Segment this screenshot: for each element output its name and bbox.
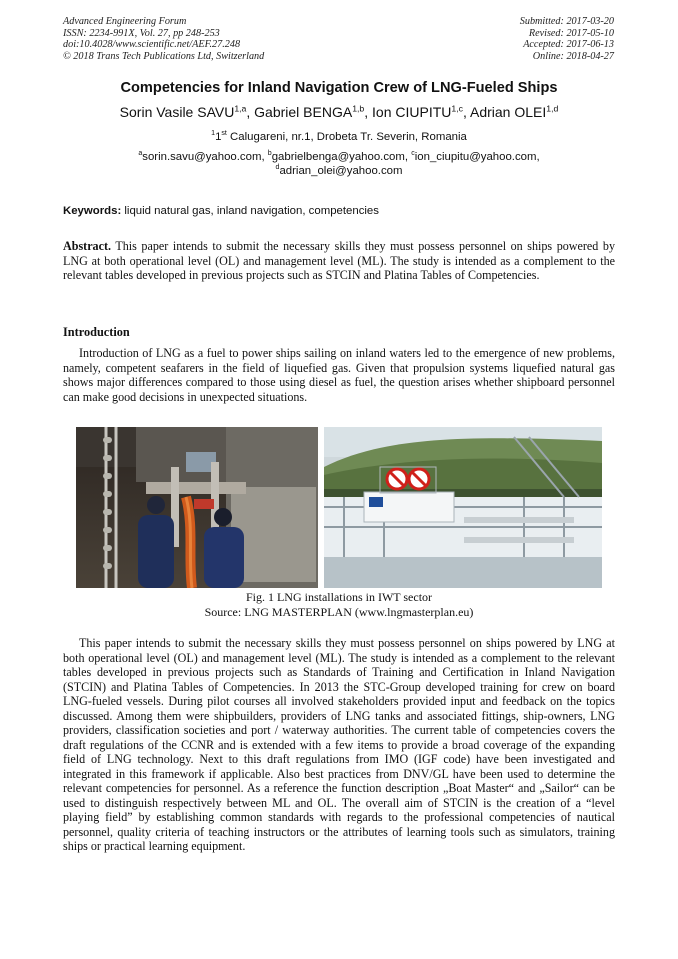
abstract-text: This paper intends to submit the necessary skills they must possess personnel on ships powered by LNG at both operational level (OL) and management level (ML). The study is intended as a complement to the relevant tables developed in previous projects such as STCIN and Platina Tables of Competencies. xyxy=(63,239,615,282)
workers-photo-illustration xyxy=(76,427,318,588)
accepted-date: Accepted: 2017-06-13 xyxy=(523,39,614,51)
author-sup: 1,a xyxy=(234,103,247,114)
revised-date: Revised: 2017-05-10 xyxy=(528,27,614,39)
figure-photo-workers xyxy=(76,427,318,588)
abstract xyxy=(63,239,615,283)
author-sup: 1,d xyxy=(546,103,559,114)
online-date: Online: 2018-04-27 xyxy=(532,50,614,62)
email-link[interactable]: sorin.savu@yahoo.com xyxy=(142,151,262,163)
ship-photo-illustration xyxy=(324,427,602,588)
submitted-date: Submitted: 2017-03-20 xyxy=(519,16,614,27)
doi-line: doi:10.4028/www.scientific.net/AEF.27.248 xyxy=(63,39,241,51)
abstract-label: Abstract. xyxy=(63,239,112,253)
author-name: Ion CIUPITU xyxy=(372,104,452,120)
dates-info xyxy=(520,16,614,62)
email-sup: d xyxy=(275,163,280,171)
email-sup: c xyxy=(411,150,415,158)
figure-caption-line-2: Source: LNG MASTERPLAN (www.lngmasterplan.eu) xyxy=(204,604,474,619)
keywords-text: liquid natural gas, inland navigation, competencies xyxy=(121,205,379,217)
affiliation-prefix: 1 xyxy=(215,131,222,143)
email-link[interactable]: gabrielbenga@yahoo.com xyxy=(271,151,405,163)
copyright-line: © 2018 Trans Tech Publications Ltd, Switzerland xyxy=(63,50,265,62)
affiliation xyxy=(40,131,638,143)
figure-caption-line-1: Fig. 1 LNG installations in IWT sector xyxy=(245,590,433,604)
journal-info xyxy=(63,16,264,62)
author-sup: 1,b xyxy=(352,103,365,114)
email-sup: a xyxy=(138,150,143,158)
issn-line: ISSN: 2234-991X, Vol. 27, pp 248-253 xyxy=(63,27,220,39)
intro-paragraph-2: This paper intends to submit the necessary skills they must possess personnel on ships powered by LNG at both operational level (OL) and management level (ML). The study is intended as a complement to the relevant tables developed in previous projects such as Standards of Training and Certification in Inland Navigation (STCIN) and Platina Tables of Competencies. In 2013 the STC-Group developed training for crew on board LNG-fueled vessels. During pilot courses all involved stakeholders provided input and feedback on the topics discussed. Among them were shipbuilders, providers of LNG tanks and associated fittings, ship-owners, LNG providers, classification societies and port / waterway authorities. The current table of competencies covers the draft regulations of the CCNR and is extended with a few items to provide a broad coverage of the expanding field of LNG technology. Next to this draft regulations from IMO (IGF code) have been investigated and integrated in this framework if applicable. Also best practices from DNV/GL have been used to determine the relevant competencies for personnel. As a reference the function description „Boat Master“ and „Sailor“ can be used to distinguish respectively between ML and OL. The overall aim of STCIN is the creation of a “level playing field” by establishing common standards with regards to the professional competencies of nautical personnel, quality criteria of teaching instructors or the attributes of learning tools such as simulators, training ships or practical learning equipment. xyxy=(63,636,615,853)
author-sup: 1,c xyxy=(451,103,463,114)
author-name: Adrian OLEI xyxy=(470,104,547,120)
affiliation-sup: 1 xyxy=(211,130,216,138)
author-name: Gabriel BENGA xyxy=(254,104,353,120)
author-list: Sorin Vasile SAVU$^{1,a}$, Gabriel BENGA$^{1,b}$, Ion CIUPITU$^{1,c}$, Adrian OLEI$^{1,d}$ xyxy=(119,103,559,120)
affiliation-text: Calugareni, nr.1, Drobeta Tr. Severin, Romania xyxy=(226,131,467,143)
email-list: $^a$sorin.savu@yahoo.com, $^b$gabrielbenga@yahoo.com, $^c$ion_ciupitu@yahoo.com, $^d$adrian_olei@yahoo.com xyxy=(138,150,540,177)
intro-paragraph-1: Introduction of LNG as a fuel to power ships sailing on inland waters led to the emergence of new problems, namely, competent seafarers in the field of liquefied gas. Given that propulsion systems liquefied natural gas shows major differences compared to those using diesel as fuel, the question arises whether shipboard personnel can make good decisions in unexpected situations. xyxy=(63,346,615,404)
author-name: Sorin Vasile SAVU xyxy=(119,104,235,120)
keywords-label: Keywords: xyxy=(63,205,122,217)
journal-name: Advanced Engineering Forum xyxy=(63,16,187,27)
keywords xyxy=(63,205,615,217)
email-link[interactable]: ion_ciupitu@yahoo.com xyxy=(414,151,537,163)
figure-caption xyxy=(60,590,618,619)
affiliation-ordinal: st xyxy=(221,130,227,138)
figure-photo-ship xyxy=(324,427,602,588)
email-sup: b xyxy=(267,150,272,158)
email-link[interactable]: adrian_olei@yahoo.com xyxy=(279,164,403,177)
section-heading: Introduction xyxy=(63,325,130,339)
paper-title: Competencies for Inland Navigation Crew of LNG-Fueled Ships xyxy=(120,80,558,96)
